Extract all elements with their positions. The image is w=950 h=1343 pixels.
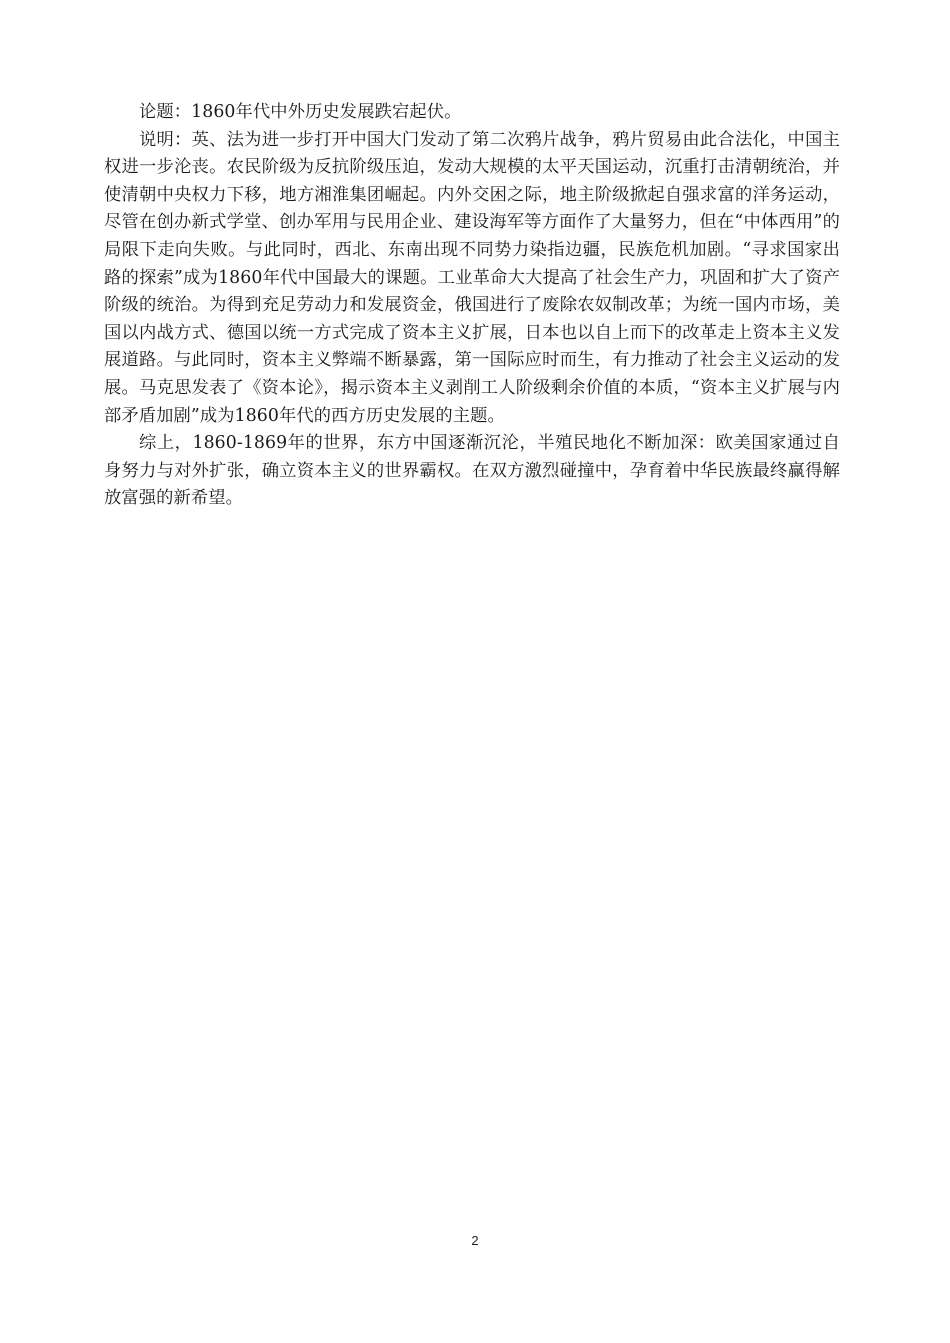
conclusion-paragraph: 综上，1860-1869年的世界，东方中国逐渐沉沦，半殖民地化不断加深：欧美国家通过自身努力与对外扩张，确立资本主义的世界霸权。在双方激烈碰撞中，孕育着中华民族最终赢得解放富强的新希望。 [104,433,840,509]
page-number: 2 [471,1233,479,1248]
explanation-paragraph: 说明：英、法为进一步打开中国大门发动了第二次鸦片战争，鸦片贸易由此合法化，中国主权进一步沦丧。农民阶级为反抗阶级压迫，发动大规模的太平天国运动，沉重打击清朝统治，并使清朝中央权力下移，地方湘淮集团崛起。内外交困之际，地主阶级掀起自强求富的洋务运动，尽管在创办新式学堂、创办军用与民用企业、建设海军等方面作了大量努力，但在“中体西用”的局限下走向失败。与此同时，西北、东南出现不同势力染指边疆，民族危机加剧。“寻求国家出路的探索”成为1860年代中国最大的课题。工业革命大大提高了社会生产力，巩固和扩大了资产阶级的统治。为得到充足劳动力和发展资金，俄国进行了废除农奴制改革；为统一国内市场，美国以内战方式、德国以统一方式完成了资本主义扩展，日本也以自上而下的改革走上资本主义发展道路。与此同时，资本主义弊端不断暴露，第一国际应时而生，有力推动了社会主义运动的发展。马克思发表了《资本论》，揭示资本主义剥削工人阶级剩余价值的本质，“资本主义扩展与内部矛盾加剧”成为1860年代的西方历史发展的主题。 [104,129,840,426]
document-body [104,99,840,513]
thesis-paragraph: 论题：1860年代中外历史发展跌宕起伏。 [139,102,462,122]
